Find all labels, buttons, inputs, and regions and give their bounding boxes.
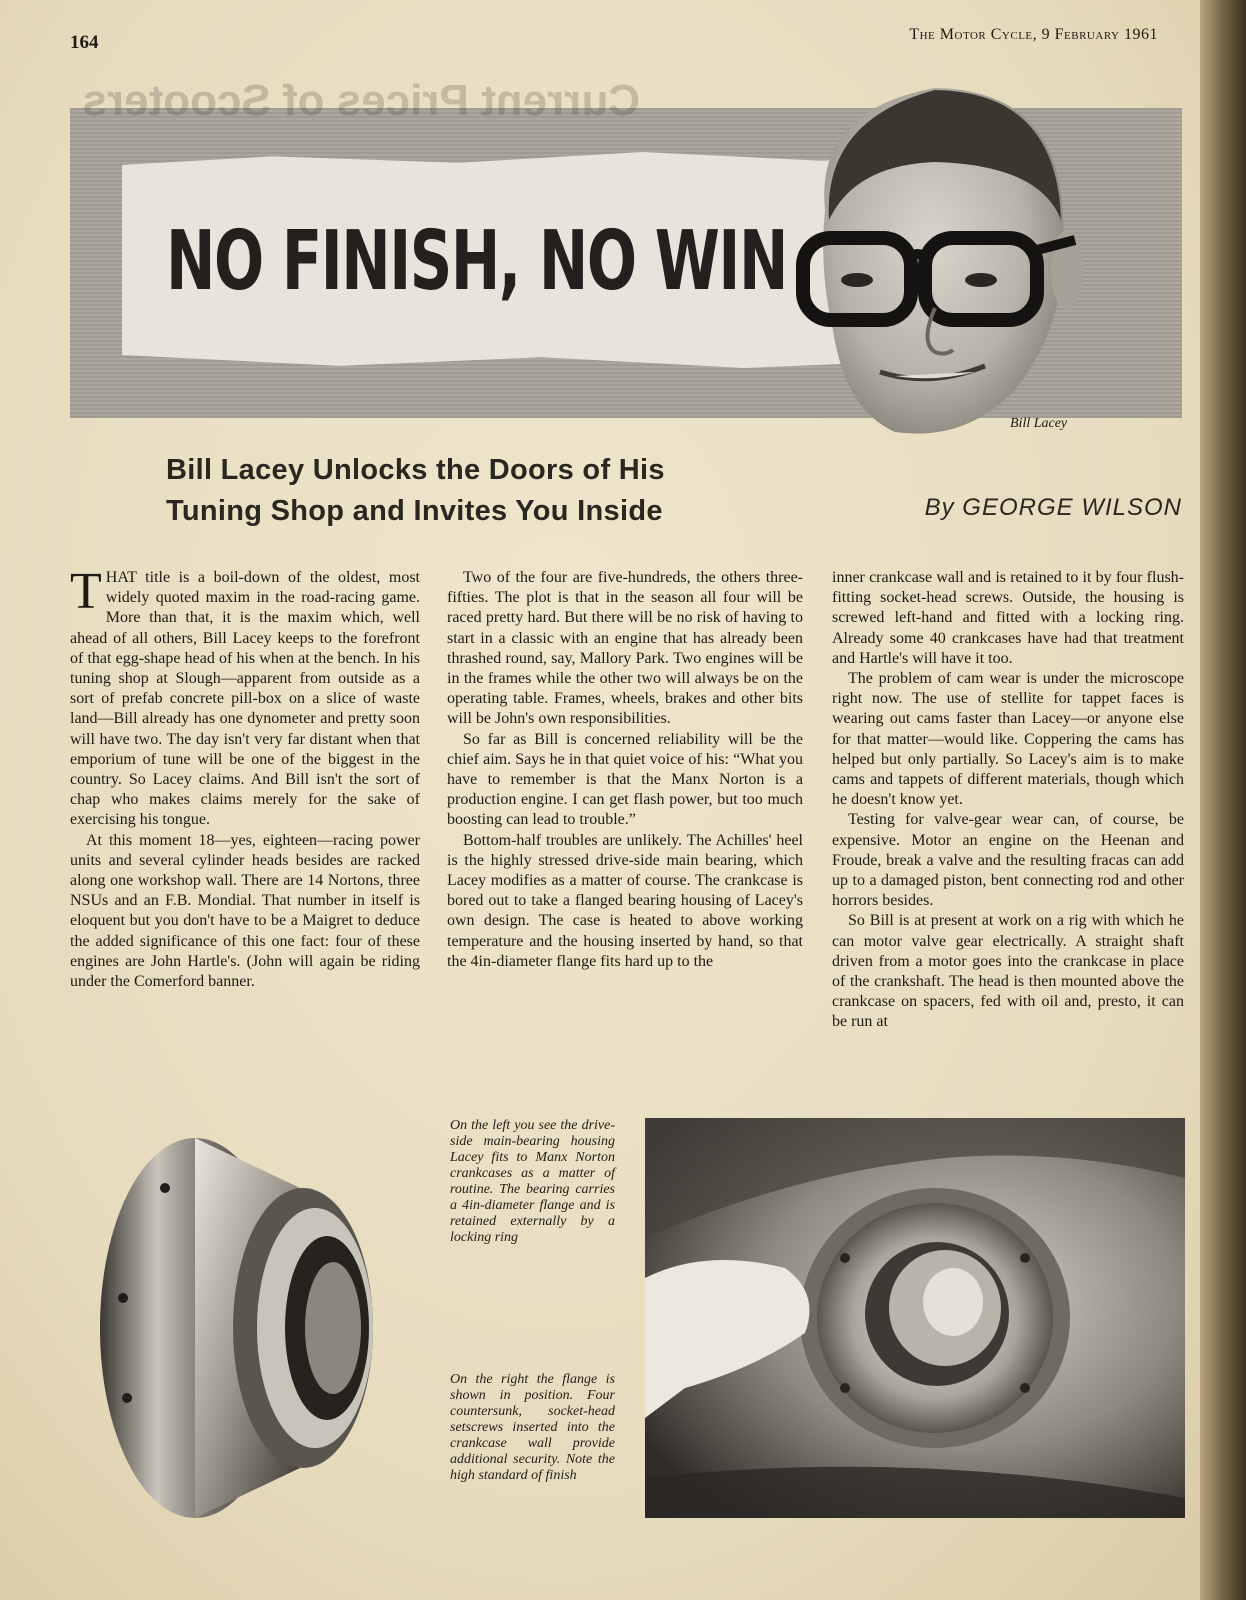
bill-lacey-portrait bbox=[785, 70, 1095, 442]
paragraph: inner crankcase wall and is retained to it by four flush-fitting socket-head screws. Outside, the housing is screwed left-hand and fitted with a locking ring. Already some 40 crankcases have had that treatment and Hartle's will have it too. bbox=[832, 569, 1184, 667]
byline: By GEORGE WILSON bbox=[924, 494, 1182, 521]
running-head: The Motor Cycle, 9 February 1961 bbox=[909, 26, 1158, 43]
article-column-1 bbox=[70, 568, 420, 1088]
paragraph: At this moment 18—yes, eighteen—racing power units and several cylinder heads besides are racked along one workshop wall. There are 14 Nortons, three NSUs and an F.B. Mondial. That number in itself is eloquent but you don't have to be a Maigret to deduce the added significance of this one fact: four of these engines are John Hartle's. (John will again be riding under the Comerford banner. bbox=[70, 831, 420, 991]
banner-show-through-texture: Current Prices of Scooters bbox=[82, 76, 640, 125]
paragraph: THAT title is a boil-down of the oldest, most widely quoted maxim in the road-racing game. More than that, it is the maxim which, well ahead of all others, Bill Lacey keeps to the forefront of that egg-shape head of his when at the bench. In his tuning shop at Slough—apparent from outside as a sort of prefab concrete pill-box on a slice of waste land—Bill already has one dynometer and pretty soon will have two. The day isn't very far distant when that emporium of tune will be one of the biggest in the country. So Lacey claims. And Bill isn't the sort of chap who makes claims merely for the sake of exercising his tongue. bbox=[70, 568, 420, 829]
caption-right: On the right the flange is shown in position. Four countersunk, socket-head setscrews inserted into the crankcase wall provide additional security. Note the high standard of finish bbox=[450, 1372, 615, 1483]
drop-cap: T bbox=[70, 568, 102, 620]
paragraph: Testing for valve-gear wear can, of course, be expensive. Motor an engine on the Heenan and Froude, break a valve and the resulting fracas can add up to a damaged piston, bent connecting rod and other horrors besides. bbox=[832, 811, 1184, 910]
article-column-3 bbox=[832, 568, 1184, 1088]
article-column-2 bbox=[447, 568, 803, 1088]
subheadline-line-2: Tuning Shop and Invites You Inside bbox=[166, 495, 663, 527]
paragraph: Two of the four are five-hundreds, the others three-fifties. The plot is that in the season all four will be raced pretty hard. But there will be no risk of having to start in a classic with an engine that has already been thrashed round, say, Mallory Park. Two engines will be in the frames while the other two will always be on the operating table. Frames, wheels, brakes and other bits will be John's own responsibilities. bbox=[447, 569, 803, 728]
subheadline bbox=[166, 450, 665, 532]
page-binding-shadow bbox=[1200, 0, 1246, 1600]
subheadline-line-1: Bill Lacey Unlocks the Doors of His bbox=[166, 454, 665, 486]
paragraph: Bottom-half troubles are unlikely. The Achilles' heel is the highly stressed drive-side main bearing, which Lacey modifies as a matter of course. The crankcase is bored out to take a flanged bearing housing of Lacey's own design. The case is heated to above working temperature and the housing inserted by hand, so that the 4in-diameter flange fits hard up to the bbox=[447, 831, 803, 970]
page-number: 164 bbox=[70, 32, 99, 53]
crankcase-photo bbox=[645, 1118, 1185, 1518]
paragraph: So far as Bill is concerned reliability will be the chief aim. Says he in that quiet voice of his: “What you have to remember is that the Manx Norton is a production engine. I can get flash power, but too much boosting can lead to trouble.” bbox=[447, 730, 803, 829]
portrait-caption: Bill Lacey bbox=[1010, 416, 1068, 431]
paragraph: The problem of cam wear is under the microscope right now. The use of stellite for tappet faces is wearing out cams faster than Lacey—or anyone else for that matter—would like. Coppering the cams has helped but only partially. So Lacey's aim is to make cams and tappets of different materials, though which he doesn't know yet. bbox=[832, 670, 1184, 809]
caption-left: On the left you see the drive-side main-bearing housing Lacey fits to Manx Norton crankcases as a matter of routine. The bearing carries a 4in-diameter flange and is retained externally by a locking ring bbox=[450, 1118, 615, 1245]
headline: NO FINISH, NO WIN bbox=[166, 214, 787, 309]
bearing-housing-photo bbox=[75, 1128, 385, 1518]
paragraph: So Bill is at present at work on a rig with which he can motor valve gear electrically. A straight shaft driven from a motor goes into the crankcase in place of the crankshaft. The head is then mounted above the crankcase on spacers, fed with oil and, presto, it can be run at bbox=[832, 912, 1184, 1031]
